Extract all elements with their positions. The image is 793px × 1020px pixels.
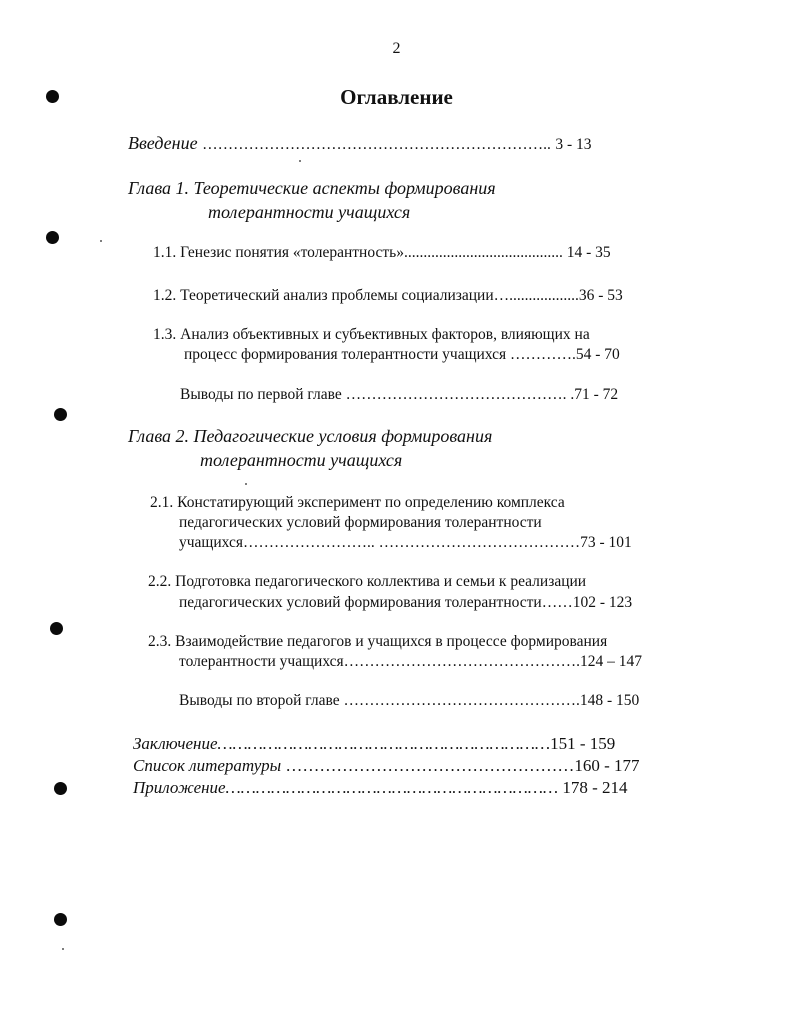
- toc-chapter2-conclusions: Выводы по второй главе ……………………………………….148 - 150: [179, 692, 640, 709]
- toc-references-label: Список литературы: [133, 756, 282, 775]
- punch-hole: [54, 782, 67, 795]
- toc-section-1-2: 1.2. Теоретический анализ проблемы социализации…..................36 - 53: [153, 287, 623, 304]
- toc-section-2-1-line3: учащихся…………………….. …………………………………73 - 101: [179, 534, 632, 551]
- toc-intro-entry: [128, 133, 592, 154]
- chapter1-title-line2: толерантности учащихся: [208, 202, 411, 222]
- toc-conclusion-dots: …………………………………………………………: [217, 734, 551, 753]
- toc-intro-dots: …………………………………………………………..: [202, 136, 551, 153]
- punch-hole: [54, 913, 67, 926]
- toc-chapter1-conclusions: Выводы по первой главе ……………………………………. .71 - 72: [180, 386, 619, 403]
- scan-speck: [299, 160, 301, 162]
- toc-conclusion-entry: [133, 734, 615, 754]
- toc-references-pages: 160 - 177: [574, 756, 640, 775]
- scan-speck: [62, 948, 64, 950]
- toc-references-entry: [133, 756, 640, 776]
- chapter2-title-line1: Глава 2. Педагогические условия формирования: [128, 426, 493, 446]
- toc-intro-pages: 3 - 13: [555, 136, 592, 153]
- toc-section-2-3-line1: 2.3. Взаимодействие педагогов и учащихся в процессе формирования: [148, 633, 608, 650]
- toc-references-dots: ……………………………………………: [285, 756, 575, 775]
- toc-section-2-2-line2: педагогических условий формирования толерантности……102 - 123: [179, 594, 633, 611]
- chapter2-title-line2: толерантности учащихся: [200, 450, 403, 470]
- toc-appendix-dots: …………………………………………………………: [225, 778, 559, 797]
- scan-speck: [100, 240, 102, 242]
- scan-speck: [245, 483, 247, 485]
- toc-section-2-1-line2: педагогических условий формирования толерантности: [179, 514, 542, 531]
- toc-section-1-3-line1: 1.3. Анализ объективных и субъективных факторов, влияющих на: [153, 326, 590, 343]
- toc-intro-label: Введение: [128, 133, 198, 153]
- chapter1-title-line1: Глава 1. Теоретические аспекты формирования: [128, 178, 496, 198]
- punch-hole: [46, 90, 59, 103]
- punch-hole: [50, 622, 63, 635]
- toc-section-2-3-line2: толерантности учащихся……………………………………….124 – 147: [179, 653, 643, 670]
- toc-conclusion-pages: 151 - 159: [550, 734, 616, 753]
- page-title: Оглавление: [340, 85, 453, 109]
- toc-appendix-entry: [133, 778, 628, 798]
- toc-section-1-3-line2: процесс формирования толерантности учащихся ………….54 - 70: [184, 346, 620, 363]
- toc-appendix-pages: 178 - 214: [558, 778, 628, 797]
- toc-appendix-label: Приложение: [133, 778, 226, 797]
- punch-hole: [54, 408, 67, 421]
- toc-section-2-1-line1: 2.1. Констатирующий эксперимент по определению комплекса: [150, 494, 565, 511]
- punch-hole: [46, 231, 59, 244]
- toc-section-1-1: 1.1. Генезис понятия «толерантность»......................................... 14 - 35: [153, 244, 611, 261]
- toc-section-2-2-line1: 2.2. Подготовка педагогического коллектива и семьи к реализации: [148, 573, 587, 590]
- page-number: 2: [392, 40, 401, 57]
- toc-conclusion-label: Заключение: [133, 734, 218, 753]
